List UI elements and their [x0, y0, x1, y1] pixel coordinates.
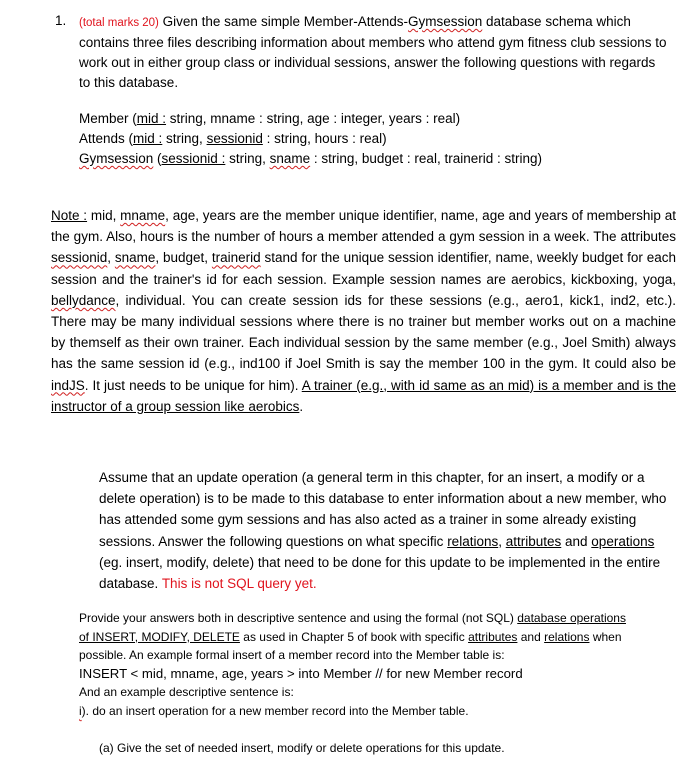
- schema-gymsession: [79, 149, 639, 169]
- answers-line-2-text: as used in Chapter 5 of book with specific: [239, 629, 469, 644]
- intro-text-pre: Given the same simple Member-Attends-: [158, 14, 408, 29]
- note-paragraph: [51, 205, 676, 417]
- update-not-sql-warning: This is not SQL query yet.: [161, 576, 317, 592]
- note-word-sname: sname: [114, 250, 156, 266]
- answers-line-6-text: ). do an insert operation for a new member record into the Member table.: [81, 703, 469, 718]
- part-a-question: (a) Give the set of needed insert, modify or delete operations for this update.: [99, 741, 505, 755]
- answers-attributes: attributes: [468, 629, 518, 644]
- schema-member-pre: Member (: [79, 111, 137, 126]
- update-text-1: Assume that an update operation (a general term in this chapter, for an insert, a modify or a delete operation) is to be made to this database to enter information about a new member, who has attended some gym sessions and has also acted as a trainer in some already existing sessions. Answer the following questions on what specific: [99, 470, 667, 549]
- answers-line-6-marker: i: [79, 703, 82, 718]
- insert-example: INSERT < mid, mname, age, years > into Member // for new Member record: [79, 665, 523, 681]
- note-text-5: stand for the unique session identifier, name, weekly budget for each session and the trainer's id for each session. Example session names are aerobics, kickboxing, yoga,: [51, 250, 676, 287]
- schema-attends-pre: Attends (: [79, 131, 134, 146]
- schema-attends-rest: : string, hours : real): [262, 131, 387, 146]
- schema-gym-name: Gymsession: [79, 151, 154, 166]
- schema-attends-mid: string,: [162, 131, 207, 146]
- schema-gym-sname: sname: [269, 151, 311, 166]
- intro-gymsession-word: Gymsession: [407, 14, 483, 29]
- update-text-3: and: [561, 533, 592, 549]
- schema-member: [79, 109, 639, 129]
- schema-gym-mid: string,: [225, 151, 270, 166]
- answer-instructions: [79, 609, 669, 721]
- note-label: Note :: [51, 208, 88, 223]
- answers-insert-modify-delete: of INSERT, MODIFY, DELETE: [79, 629, 240, 644]
- schema-definition: [79, 109, 639, 169]
- answers-relations: relations: [544, 629, 590, 644]
- schema-attends: [79, 129, 639, 149]
- schema-gym-rest: : string, budget : real, trainerid : string): [310, 151, 542, 166]
- question-number: 1.: [55, 13, 67, 28]
- note-word-bellydance: bellydance: [51, 292, 116, 308]
- question-intro: [79, 12, 667, 93]
- answers-line-6: [79, 702, 669, 721]
- note-text-2: , age, years are the member unique identifier, name, age and years of membership at the gym. Also, hours is the number of hours a member attended a gym session in a week. The attributes: [51, 208, 676, 245]
- schema-gym-key: sessionid :: [161, 151, 226, 166]
- update-paragraph: [99, 467, 671, 594]
- schema-attends-key: mid :: [133, 131, 163, 146]
- answers-line-1: [79, 609, 669, 628]
- note-word-mname: mname: [120, 208, 166, 223]
- note-text-6: , individual. You can create session ids for these sessions (e.g., aero1, kick1, ind2, etc.). There may be many individual sessions where there is no trainer but member works out on a machine by themself as their own trainer. Each individual session by the same member (e.g., Joel Smith) always has the same session id (e.g., ind100 if Joel Smith is say the member 100 in the gym. It could also be: [51, 292, 676, 372]
- note-word-sessionid: sessionid: [51, 250, 108, 266]
- answers-line-5: And an example descriptive sentence is:: [79, 685, 294, 700]
- update-attributes: attributes: [505, 533, 562, 549]
- answers-line-2-and: and: [517, 629, 545, 644]
- update-relations: relations: [447, 533, 499, 549]
- answers-line-3: possible. An example formal insert of a member record into the Member table is:: [79, 648, 505, 663]
- note-text-8: .: [299, 398, 304, 414]
- note-word-trainerid: trainerid: [211, 250, 261, 266]
- note-text-4: , budget,: [155, 250, 212, 266]
- note-text-1: mid,: [87, 208, 121, 223]
- answers-db-operations: database operations: [517, 611, 626, 625]
- note-text-3: ,: [107, 250, 115, 266]
- update-text-4: (eg. insert, modify, delete) that need to be done for this update to be implemented in the entire database.: [99, 554, 661, 592]
- schema-member-rest: string, mname : string, age : integer, years : real): [166, 111, 461, 126]
- total-marks: (total marks 20): [79, 17, 159, 29]
- answers-line-1-text: Provide your answers both in descriptive sentence and using the formal (not SQL): [79, 611, 518, 625]
- answers-line-2: [79, 628, 669, 647]
- schema-gym-open: (: [153, 151, 162, 166]
- note-trainer-sentence: A trainer (e.g., with id same as an mid) is a member and is the instructor of a group session like aerobics: [51, 377, 676, 414]
- note-text-7: . It just needs to be unique for him).: [84, 377, 302, 393]
- answers-line-2-when: when: [589, 629, 622, 644]
- schema-attends-key2: sessionid: [206, 131, 263, 146]
- note-word-indjs: indJS: [51, 377, 85, 393]
- intro-text-post: database schema which contains three files describing information about members who attend gym fitness club sessions to work out in either group class or individual sessions, answer the following questions with regards to this database.: [79, 14, 667, 90]
- update-text-2: ,: [498, 533, 506, 549]
- schema-member-key: mid :: [136, 111, 167, 126]
- update-operations: operations: [591, 533, 655, 549]
